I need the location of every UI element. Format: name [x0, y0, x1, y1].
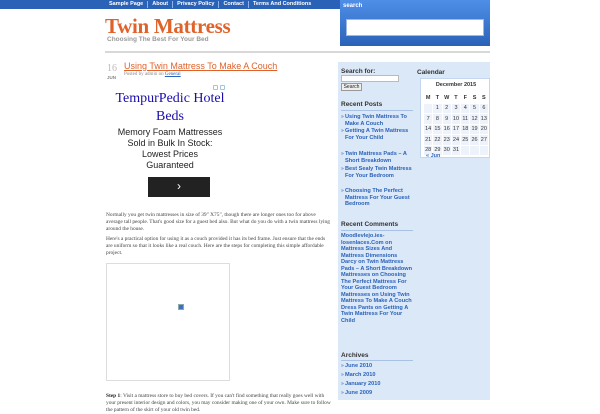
calendar-day: 26	[470, 135, 479, 146]
ad-next-button[interactable]: ›	[148, 177, 210, 197]
bullet: »	[341, 381, 344, 387]
calendar-day: 1	[433, 103, 442, 114]
calendar-day: 13	[479, 114, 488, 125]
calendar-day: 11	[461, 114, 470, 125]
post-paragraph-2: Here's a practical option for using it as a couch provided it has its bed frame. Just ensure that the ends are uniform so that it looks like a real couch. Here are the steps for completing this simple affordable project.	[106, 236, 326, 256]
calendar-day	[424, 103, 433, 114]
top-nav-links	[105, 0, 315, 9]
step-text: : Visit a mattress store to buy bed covers. If you can't find something that really goes well with your present interior design and colors, you may consider making one of your own. Make sure to follow the pattern of the skirt of your old twin bed.	[106, 393, 331, 413]
calendar-day	[461, 145, 470, 156]
archive-link[interactable]: June 2009	[345, 390, 373, 396]
calendar-day: 29	[433, 145, 442, 156]
post-date-month: JUN	[107, 75, 117, 80]
calendar-day: 16	[442, 124, 451, 135]
recent-post-link[interactable]: Using Twin Mattress To Make A Couch	[345, 114, 407, 127]
bullet: »	[341, 128, 344, 134]
calendar-day: 19	[470, 124, 479, 135]
recent-posts-heading: Recent Posts	[341, 101, 383, 108]
post-paragraph-1: Normally you get twin mattresses in size of 39" X75", though there are longer ones too for above average tall people. That's good size for a guest bed also. But what do you do with a twin mattress lying around the house.	[106, 212, 330, 232]
calendar-day: 4	[461, 103, 470, 114]
archive-link[interactable]: January 2010	[345, 381, 381, 387]
nav-link-contact[interactable]: Contact	[218, 1, 247, 8]
bullet: »	[341, 166, 344, 172]
post-date-day: 16	[107, 63, 117, 74]
calendar-day-header: W	[442, 93, 451, 104]
recent-post-link[interactable]: Choosing The Perfect Mattress For Your Guest Bedroom	[345, 188, 410, 207]
calendar-day: 7	[424, 114, 433, 125]
sidebar-search-button[interactable]: Search	[341, 83, 362, 91]
site-title[interactable]: Twin Mattress	[105, 14, 231, 38]
calendar-day: 22	[433, 135, 442, 146]
step-label: Step 1	[106, 393, 121, 399]
calendar-day: 9	[442, 114, 451, 125]
calendar-day: 3	[451, 103, 460, 114]
calendar-day	[479, 145, 488, 156]
recent-comments-divider	[341, 230, 413, 231]
nav-link-privacy-policy[interactable]: Privacy Policy	[172, 1, 218, 8]
calendar-day	[470, 145, 479, 156]
calendar-day: 2	[442, 103, 451, 114]
calendar-day: 27	[479, 135, 488, 146]
calendar-day: 15	[433, 124, 442, 135]
calendar-day: 18	[461, 124, 470, 135]
calendar-day: 31	[451, 145, 460, 156]
calendar-day: 23	[442, 135, 451, 146]
calendar-heading: Calendar	[417, 69, 445, 76]
post-meta-prefix: Posted by admin on	[124, 72, 164, 77]
archives-divider	[341, 360, 413, 361]
recent-post-link[interactable]: Getting A Twin Mattress For Your Child	[345, 128, 409, 141]
calendar-day: 28	[424, 145, 433, 156]
calendar-day: 5	[470, 103, 479, 114]
recent-posts-divider	[341, 110, 413, 111]
bullet: »	[341, 188, 344, 194]
calendar-day-header: F	[461, 93, 470, 104]
recent-comments-list[interactable]: Moodlevlejo.ies-losenlaces.Com on Mattress Sizes And Mattress Dimensions Darcy on Twin Mattress Pads – A Short Breakdown Mattresses on Choosing The Perfect Mattress For Your Guest Bedroom Mattresses on Using Twin Mattress To Make A Couch Dress Pants on Getting A Twin Mattress For Your Child	[341, 233, 413, 324]
nav-link-about[interactable]: About	[147, 1, 172, 8]
calendar-grid	[423, 92, 489, 156]
calendar-day: 6	[479, 103, 488, 114]
ad-body-text: Memory Foam Mattresses Sold in Bulk In Stock: Lowest Prices Guaranteed	[117, 127, 223, 170]
page-margin	[490, 0, 600, 400]
calendar-prev-month-link[interactable]: « Jun	[426, 153, 441, 159]
archive-link[interactable]: March 2010	[345, 372, 376, 378]
broken-image-icon	[178, 304, 184, 310]
bullet: »	[341, 363, 344, 369]
calendar-day: 8	[433, 114, 442, 125]
archive-link[interactable]: June 2010	[345, 363, 373, 369]
calendar-day-header: S	[479, 93, 488, 104]
calendar-day: 17	[451, 124, 460, 135]
calendar-day: 25	[461, 135, 470, 146]
calendar-day: 24	[451, 135, 460, 146]
header-search-input[interactable]	[346, 19, 484, 36]
recent-post-link[interactable]: Twin Mattress Pads – A Short Breakdown	[345, 151, 407, 164]
calendar-day-header: M	[424, 93, 433, 104]
header-search-panel	[340, 0, 490, 46]
post-title-link[interactable]: Using Twin Mattress To Make A Couch	[124, 61, 278, 71]
calendar-day: 20	[479, 124, 488, 135]
recent-comments-heading: Recent Comments	[341, 221, 399, 228]
bullet: »	[341, 372, 344, 378]
calendar-day: 21	[424, 135, 433, 146]
calendar-widget	[420, 78, 490, 158]
post-meta	[124, 72, 181, 77]
bullet: »	[341, 151, 344, 157]
post-category-link[interactable]: General	[164, 72, 181, 77]
header-search-label: search	[343, 3, 363, 9]
calendar-day: 12	[470, 114, 479, 125]
ad-title[interactable]: TempurPedic Hotel Beds	[115, 91, 225, 124]
calendar-day-header: T	[451, 93, 460, 104]
nav-link-sample-page[interactable]: Sample Page	[109, 1, 144, 7]
site-tagline: Choosing The Best For Your Bed	[107, 36, 209, 43]
archives-heading: Archives	[341, 352, 369, 359]
embedded-frame[interactable]	[106, 263, 230, 381]
nav-link-terms[interactable]: Terms And Conditions	[248, 1, 315, 8]
post-paragraph-3	[106, 393, 332, 414]
bullet: »	[341, 390, 344, 396]
calendar-day-header: T	[433, 93, 442, 104]
calendar-day: 10	[451, 114, 460, 125]
calendar-day: 30	[442, 145, 451, 156]
sidebar-search-label: Search for:	[341, 68, 376, 75]
calendar-day-header: S	[470, 93, 479, 104]
sidebar-search-input[interactable]	[341, 75, 399, 82]
calendar-day: 14	[424, 124, 433, 135]
header-divider	[105, 51, 490, 53]
bullet: »	[341, 114, 344, 120]
calendar-caption: December 2015	[435, 82, 477, 88]
recent-post-link[interactable]: Best Sealy Twin Mattress For Your Bedroom	[345, 166, 412, 179]
